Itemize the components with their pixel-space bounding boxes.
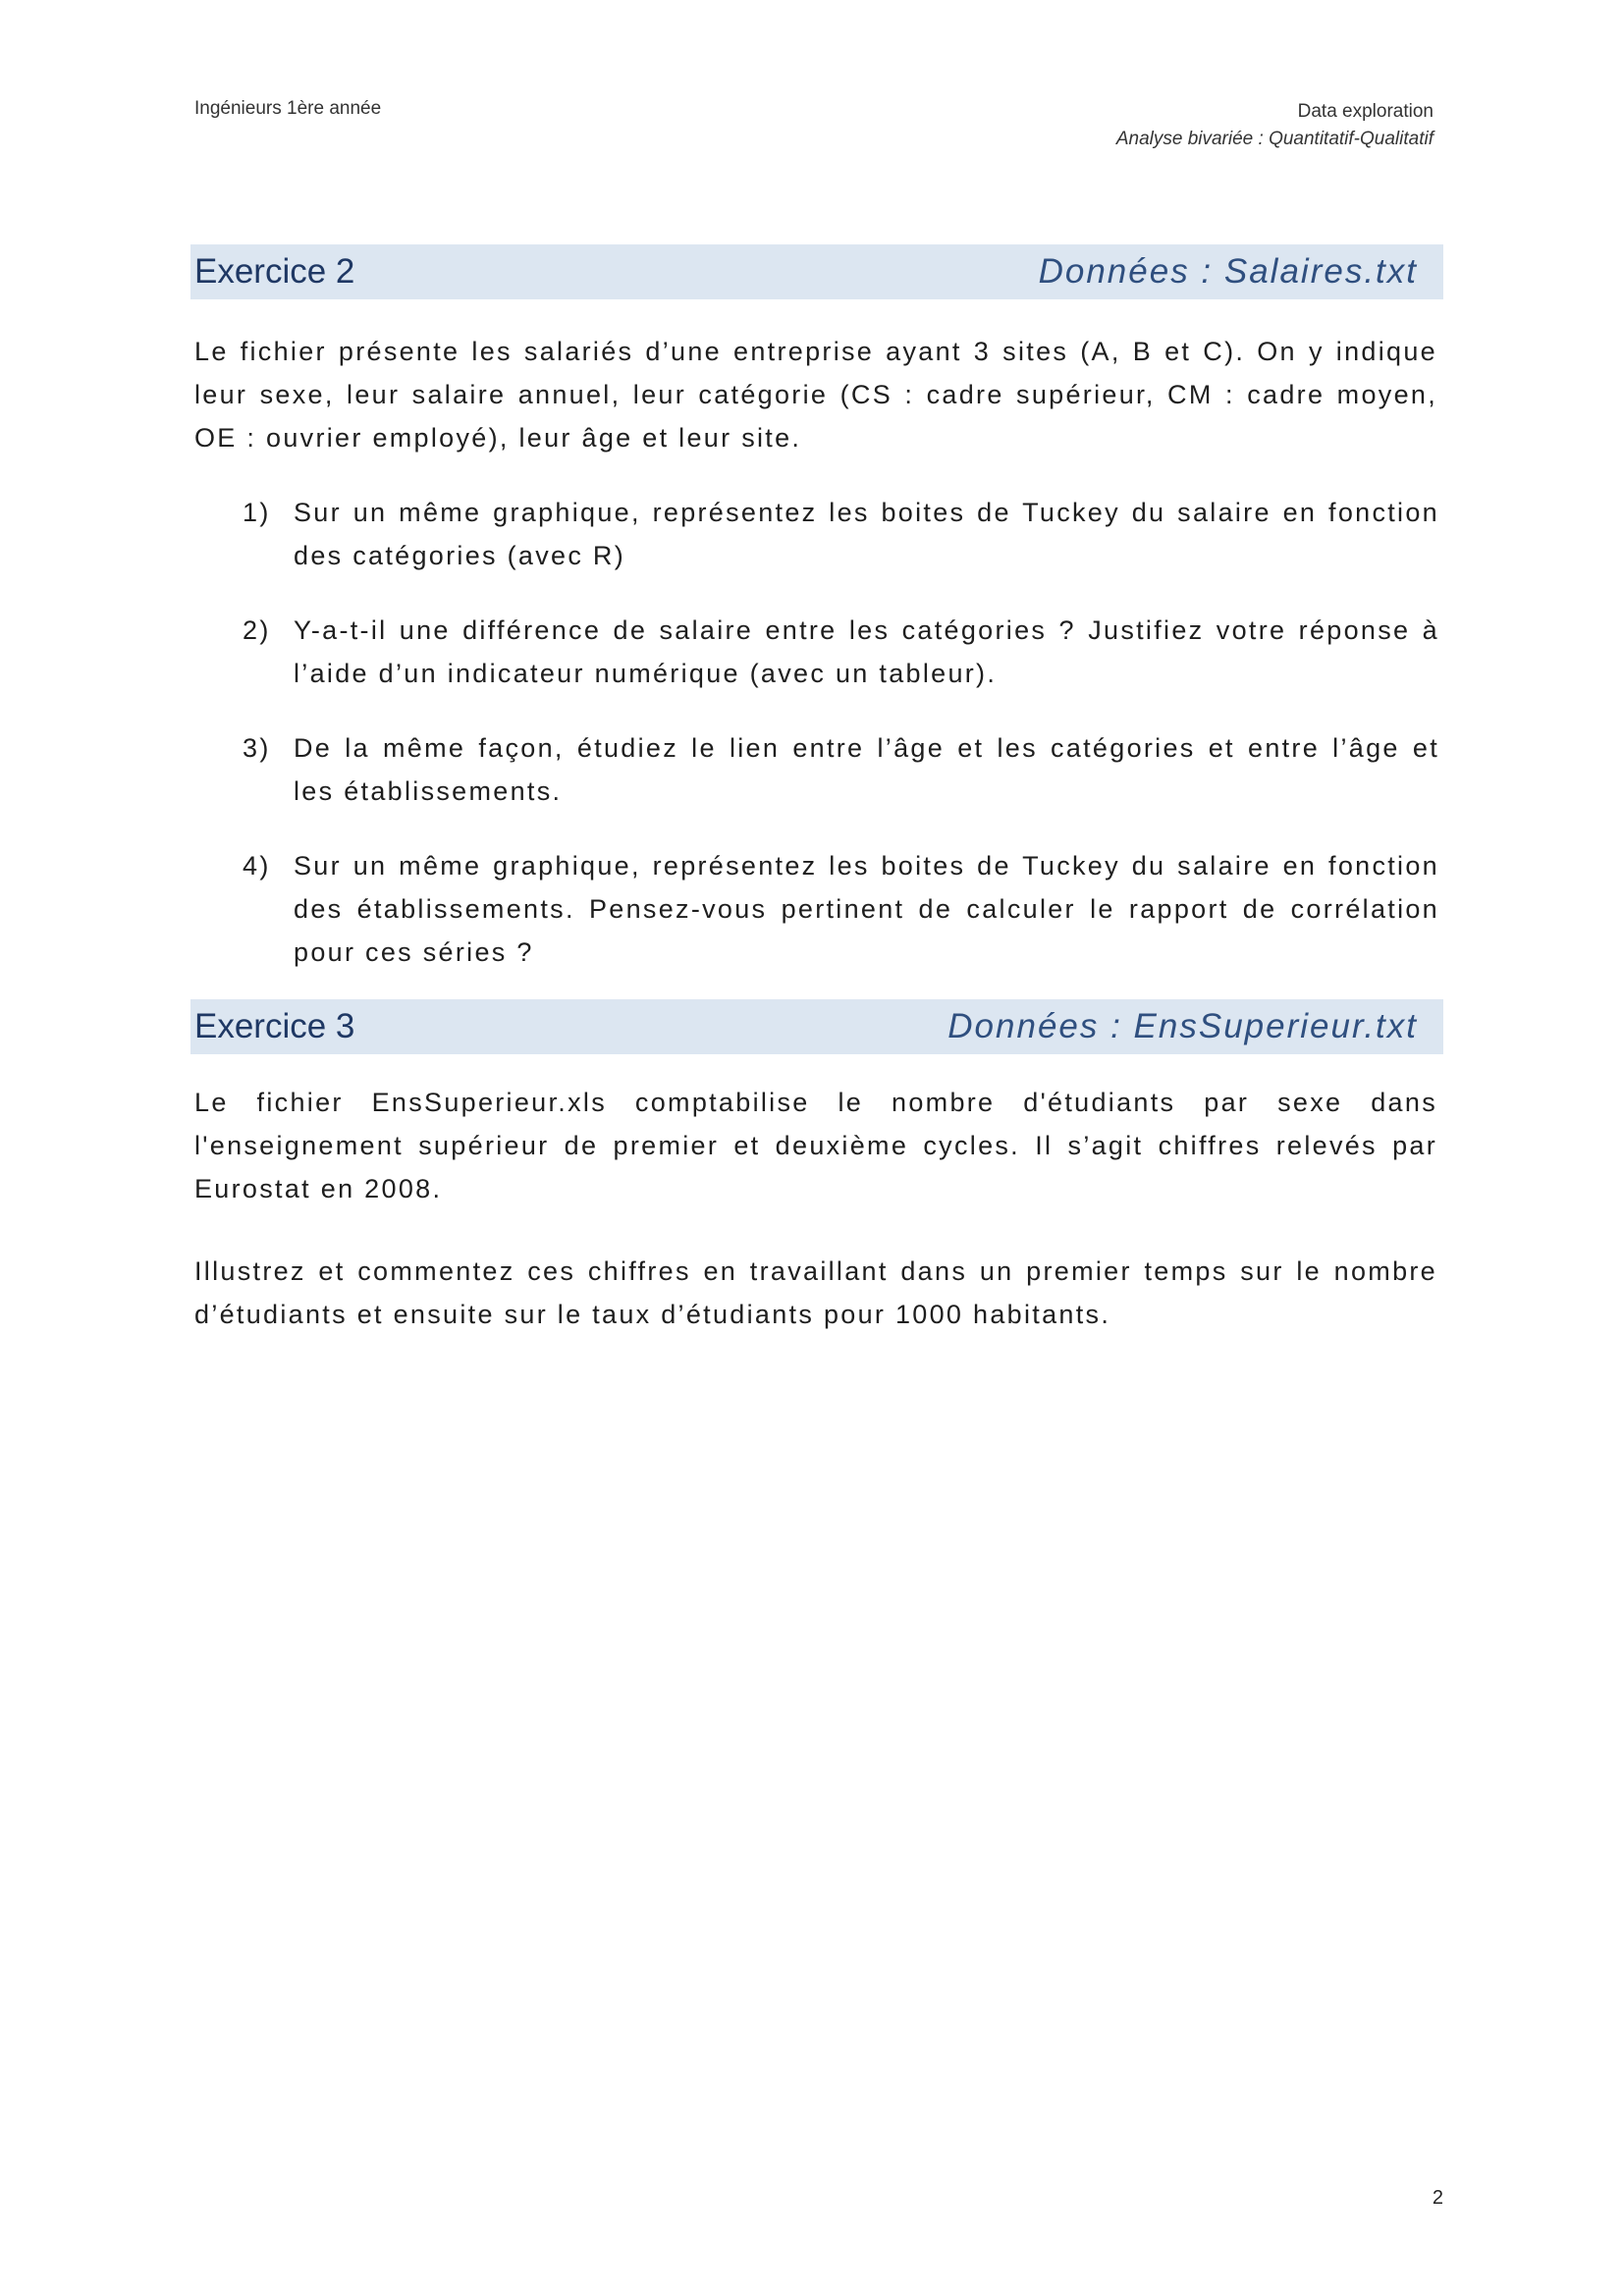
question-text: Y-a-t-il une différence de salaire entre les catégories ? Justifiez votre réponse à l’aide d’un indicateur numérique (avec un tableur).	[294, 615, 1439, 688]
header-course: Ingénieurs 1ère année	[194, 98, 382, 119]
exercise-3-data-file: Données : EnsSuperieur.txt	[947, 1007, 1418, 1045]
exercise-2-banner	[190, 244, 1443, 299]
question-number: 2)	[243, 615, 271, 645]
exercise-3-banner	[190, 999, 1443, 1054]
exercise-2-intro: Le fichier présente les salariés d’une entreprise ayant 3 sites (A, B et C). On y indique leur sexe, leur salaire annuel, leur catégorie (CS : cadre supérieur, CM : cadre moyen, OE : ouvrier employé), leur âge et leur site.	[194, 337, 1437, 453]
question-item	[243, 491, 1439, 577]
exercise-3-paragraph-1: Le fichier EnsSuperieur.xls comptabilise le nombre d'étudiants par sexe dans l'enseignement supérieur de premier et deuxième cycles. Il s’agit chiffres relevés par Eurostat en 2008.	[194, 1088, 1437, 1203]
header-topic	[1116, 98, 1434, 153]
header-subtitle: Analyse bivariée : Quantitatif-Qualitatif	[1115, 129, 1434, 149]
question-item	[243, 726, 1439, 813]
page-number: 2	[1432, 2187, 1443, 2209]
question-number: 1)	[243, 498, 271, 527]
question-item	[243, 609, 1439, 695]
question-text: Sur un même graphique, représentez les boites de Tuckey du salaire en fonction des catégories (avec R)	[294, 498, 1439, 570]
question-number: 4)	[243, 851, 271, 881]
exercise-3-title: Exercice 3	[194, 1007, 355, 1045]
question-text: Sur un même graphique, représentez les boites de Tuckey du salaire en fonction des établissements. Pensez-vous pertinent de calculer le rapport de corrélation pour ces séries ?	[294, 851, 1439, 967]
question-item	[243, 844, 1439, 974]
exercise-2-data-file: Données : Salaires.txt	[1038, 252, 1418, 291]
header-title: Data exploration	[1297, 101, 1434, 122]
question-number: 3)	[243, 733, 271, 763]
exercise-2-title: Exercice 2	[194, 252, 355, 291]
question-text: De la même façon, étudiez le lien entre l’âge et les catégories et entre l’âge et les établissements.	[294, 733, 1439, 806]
exercise-3-paragraph-2: Illustrez et commentez ces chiffres en travaillant dans un premier temps sur le nombre d’étudiants et ensuite sur le taux d’étudiants pour 1000 habitants.	[194, 1256, 1437, 1329]
